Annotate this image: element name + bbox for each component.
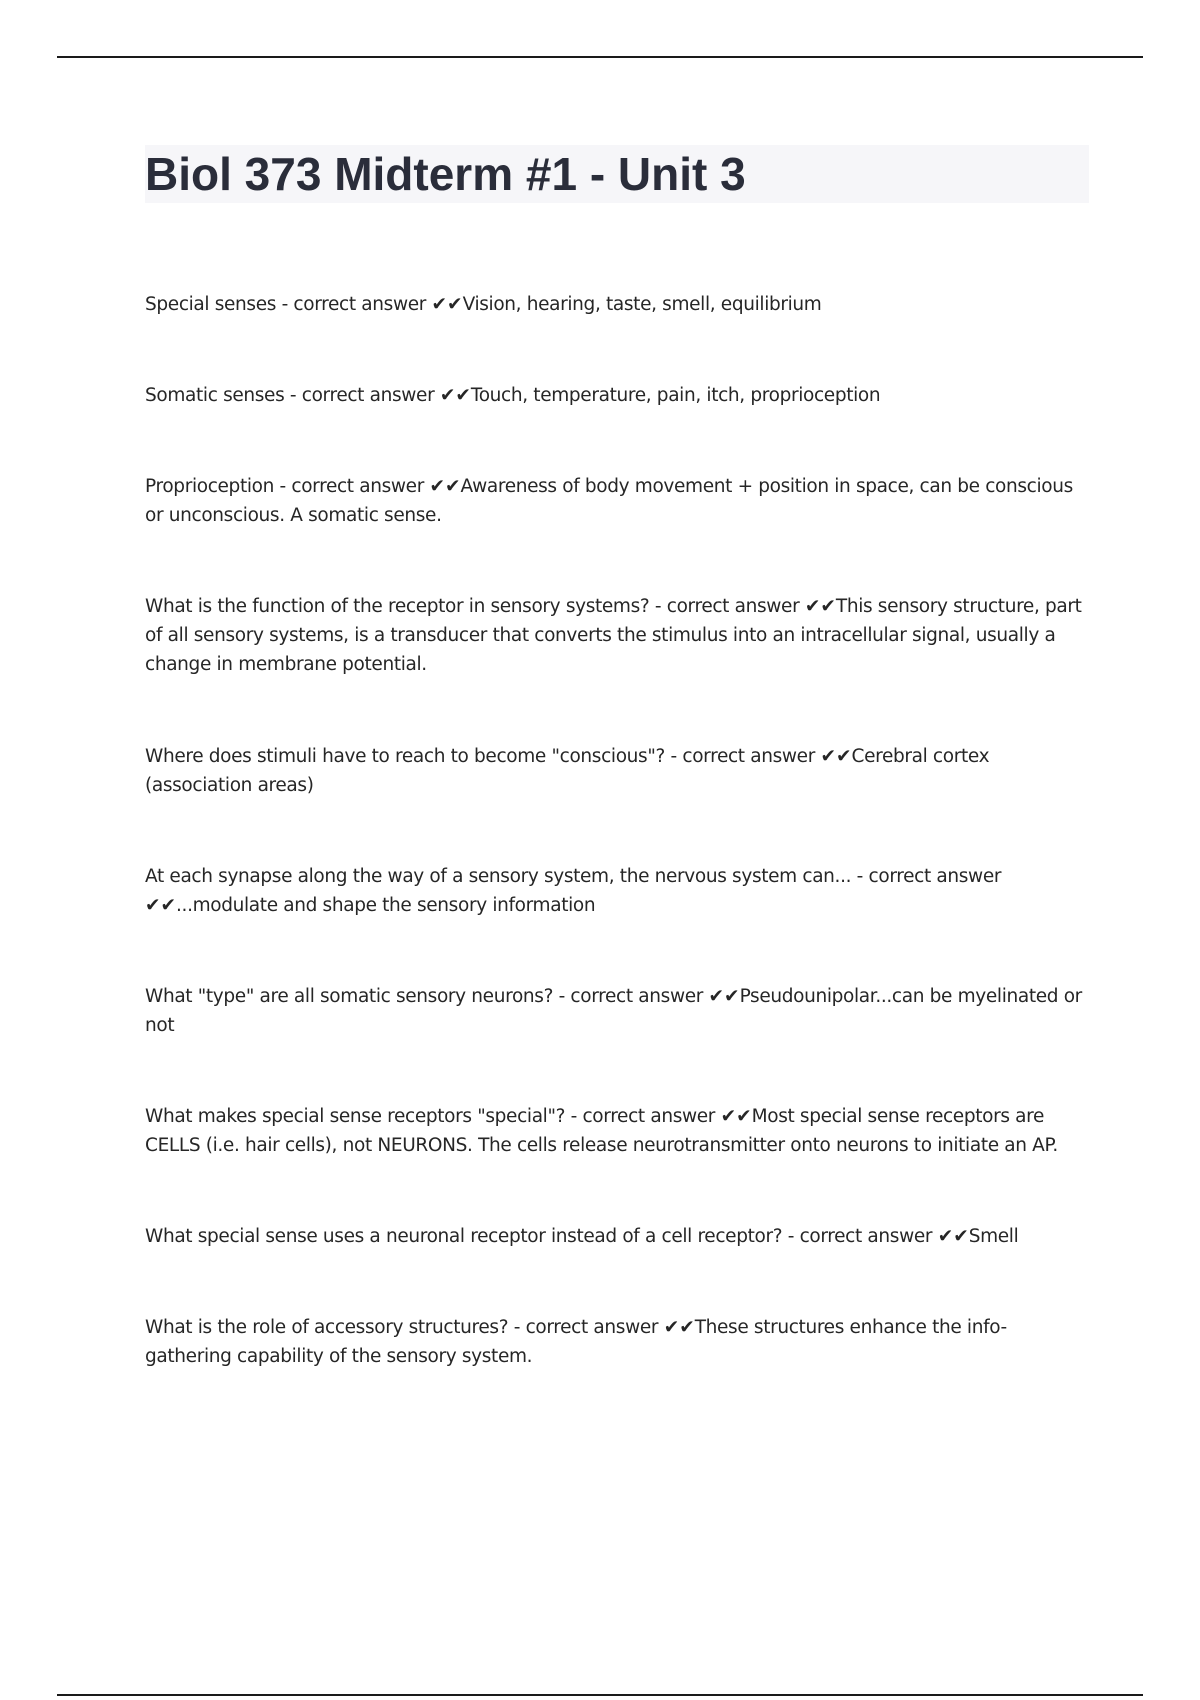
check-icon: ✔✔: [708, 986, 740, 1007]
qa-item: [145, 592, 1085, 679]
check-icon: ✔✔: [663, 1317, 695, 1338]
qa-question: What is the function of the receptor in sensory systems?: [145, 596, 650, 617]
qa-answer: Smell: [968, 1226, 1019, 1247]
qa-question: What makes special sense receptors "special"?: [145, 1106, 566, 1127]
qa-question: Proprioception: [145, 476, 274, 497]
qa-question: At each synapse along the way of a sensory system, the nervous system can...: [145, 866, 852, 887]
qa-answer: Pseudounipolar...can be myelinated or not: [145, 986, 1082, 1036]
check-icon: ✔✔: [429, 476, 461, 497]
bottom-rule: [57, 1694, 1143, 1696]
qa-separator: - correct answer: [553, 986, 709, 1007]
qa-separator: - correct answer: [274, 476, 430, 497]
qa-question: Somatic senses: [145, 385, 285, 406]
qa-separator: - correct answer: [851, 866, 1002, 887]
qa-separator: - correct answer: [284, 385, 440, 406]
top-rule: [57, 56, 1143, 58]
check-icon: ✔✔: [439, 385, 471, 406]
qa-answer: ...modulate and shape the sensory information: [176, 895, 596, 916]
qa-answer: Awareness of body movement + position in space, can be conscious or unconscious. A somatic sense.: [145, 476, 1073, 526]
qa-item: [145, 381, 1085, 410]
check-icon: ✔✔: [431, 294, 463, 315]
qa-question: What "type" are all somatic sensory neurons?: [145, 986, 554, 1007]
page-title: Biol 373 Midterm #1 - Unit 3: [145, 148, 746, 200]
qa-separator: - correct answer: [565, 1106, 721, 1127]
qa-separator: - correct answer: [508, 1317, 664, 1338]
qa-question: Where does stimuli have to reach to become "conscious"?: [145, 746, 665, 767]
qa-item: [145, 1313, 1085, 1371]
qa-item: [145, 290, 1085, 319]
qa-separator: - correct answer: [664, 746, 821, 767]
qa-question: What is the role of accessory structures?: [145, 1317, 509, 1338]
qa-item: [145, 472, 1085, 530]
qa-separator: - correct answer: [649, 596, 805, 617]
qa-answer: Touch, temperature, pain, itch, proprioception: [470, 385, 881, 406]
qa-item: [145, 982, 1085, 1040]
check-icon: ✔✔: [937, 1226, 969, 1247]
qa-answer: This sensory structure, part of all sensory systems, is a transducer that converts the stimulus into an intracellular signal, usually a change in membrane potential.: [145, 596, 1082, 675]
qa-answer: These structures enhance the info-gathering capability of the sensory system.: [145, 1317, 1007, 1367]
qa-answer: Most special sense receptors are CELLS (i.e. hair cells), not NEURONS. The cells release neurotransmitter onto neurons to initiate an AP.: [145, 1106, 1058, 1156]
qa-question: What special sense uses a neuronal receptor instead of a cell receptor?: [145, 1226, 783, 1247]
check-icon: ✔✔: [804, 596, 836, 617]
check-icon: ✔✔: [820, 746, 852, 767]
qa-separator: - correct answer: [276, 294, 432, 315]
qa-answer: Cerebral cortex (association areas): [145, 746, 990, 796]
qa-item: [145, 862, 1085, 920]
qa-separator: - correct answer: [782, 1226, 938, 1247]
check-icon: ✔✔: [145, 895, 177, 916]
qa-answer: Vision, hearing, taste, smell, equilibrium: [462, 294, 822, 315]
check-icon: ✔✔: [720, 1106, 752, 1127]
qa-item: [145, 1102, 1085, 1160]
qa-item: [145, 742, 1085, 800]
qa-question: Special senses: [145, 294, 277, 315]
qa-item: [145, 1222, 1085, 1251]
